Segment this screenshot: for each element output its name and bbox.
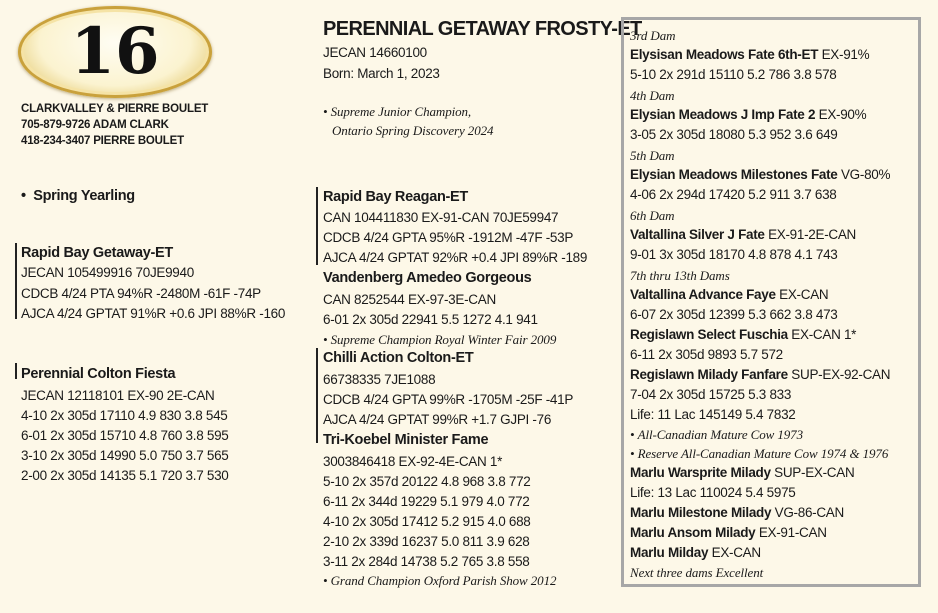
- dam-generation-label: 4th Dam: [630, 88, 675, 103]
- dam-generation-label: 7th thru 13th Dams: [630, 268, 730, 283]
- dam-dam-record: 6-11 2x 344d 19229 5.1 979 4.0 772: [323, 494, 530, 509]
- dam-dam-award: • Grand Champion Oxford Parish Show 2012: [323, 573, 557, 588]
- tenth-dam: Marlu Warsprite Milady SUP-EX-CAN: [630, 465, 855, 480]
- sire-line: CDCB 4/24 PTA 94%R -2480M -61F -74P: [21, 286, 261, 301]
- ninth-dam-award: • All-Canadian Mature Cow 1973: [630, 427, 803, 442]
- consignor-phone-pierre: 418-234-3407 PIERRE BOULET: [21, 135, 184, 147]
- dam-dam-line: 3003846418 EX-92-4E-CAN 1*: [323, 454, 503, 469]
- sixth-dam: Valtallina Silver J Fate EX-91-2E-CAN: [630, 227, 857, 242]
- dam-name: Perennial Colton Fiesta: [21, 366, 176, 382]
- dam-dam-name: Tri-Koebel Minister Fame: [323, 432, 489, 448]
- dam-family-footer: Next three dams Excellent: [630, 565, 764, 580]
- sire-bracket: [15, 243, 17, 319]
- dam-record: 6-01 2x 305d 15710 4.8 760 3.8 595: [21, 428, 229, 443]
- dam-sire-line: AJCA 4/24 GPTAT 99%R +1.7 GJPI -76: [323, 412, 552, 427]
- dam-generation-label: 6th Dam: [630, 208, 675, 223]
- dam-record: 2-00 2x 305d 14135 5.1 720 3.7 530: [21, 468, 229, 483]
- eleventh-dam: Marlu Milestone Milady VG-86-CAN: [630, 505, 844, 520]
- fifth-dam: Elysian Meadows Milestones Fate VG-80%: [630, 167, 891, 182]
- sire-dam-name: Vandenberg Amedeo Gorgeous: [323, 270, 532, 286]
- dam-dam-record: 3-11 2x 284d 14738 5.2 765 3.8 558: [323, 554, 530, 569]
- animal-born: Born: March 1, 2023: [323, 66, 440, 81]
- tenth-dam-lifetime: Life: 13 Lac 110024 5.4 5975: [630, 485, 796, 500]
- fourth-dam-record: 3-05 2x 305d 18080 5.3 952 3.6 649: [630, 127, 838, 142]
- animal-award: • Supreme Junior Champion,: [323, 104, 472, 119]
- dam-generation-label: 5th Dam: [630, 148, 675, 163]
- sire-line: JECAN 105499916 70JE9940: [21, 265, 194, 280]
- dam-record: 4-10 2x 305d 17110 4.9 830 3.8 545: [21, 408, 228, 423]
- consignor-phone-adam: 705-879-9726 ADAM CLARK: [21, 119, 169, 131]
- dam-sire-line: 66738335 7JE1088: [323, 372, 436, 387]
- seventh-dam: Valtallina Advance Faye EX-CAN: [630, 287, 829, 302]
- dam-dam-record: 5-10 2x 357d 20122 4.8 968 3.8 772: [323, 474, 531, 489]
- third-dam-record: 5-10 2x 291d 15110 5.2 786 3.8 578: [630, 67, 837, 82]
- animal-award: Ontario Spring Discovery 2024: [332, 123, 494, 138]
- dam-line: JECAN 12118101 EX-90 2E-CAN: [21, 388, 215, 403]
- sire-line: AJCA 4/24 GPTAT 91%R +0.6 JPI 88%R -160: [21, 306, 286, 321]
- dam-generation-label: 3rd Dam: [630, 28, 676, 43]
- sixth-dam-record: 9-01 3x 305d 18170 4.8 878 4.1 743: [630, 247, 838, 262]
- animal-registration: JECAN 14660100: [323, 45, 427, 60]
- ninth-dam: Regislawn Milady Fanfare SUP-EX-92-CAN: [630, 367, 891, 382]
- sire-name: Rapid Bay Getaway-ET: [21, 245, 173, 261]
- sire-dam-line: CAN 8252544 EX-97-3E-CAN: [323, 292, 496, 307]
- dam-record: 3-10 2x 305d 14990 5.0 750 3.7 565: [21, 448, 229, 463]
- dam-sire-line: CDCB 4/24 GPTA 99%R -1705M -25F -41P: [323, 392, 574, 407]
- sire-dam-record: 6-01 2x 305d 22941 5.5 1272 4.1 941: [323, 312, 538, 327]
- third-dam: Elysisan Meadows Fate 6th-ET EX-91%: [630, 47, 870, 62]
- consignor-name: CLARKVALLEY & PIERRE BOULET: [21, 103, 209, 115]
- middle-bracket-bottom: [316, 348, 318, 443]
- class-label: • Spring Yearling: [21, 188, 135, 204]
- fourth-dam: Elysian Meadows J Imp Fate 2 EX-90%: [630, 107, 867, 122]
- lot-number: 16: [70, 14, 160, 89]
- animal-name: PERENNIAL GETAWAY FROSTY-ET: [323, 18, 642, 40]
- dam-sire-name: Chilli Action Colton-ET: [323, 350, 474, 366]
- thirteenth-dam: Marlu Milday EX-CAN: [630, 545, 761, 560]
- ninth-dam-award: • Reserve All-Canadian Mature Cow 1974 & 1976: [630, 446, 889, 461]
- eighth-dam-record: 6-11 2x 305d 9893 5.7 572: [630, 347, 783, 362]
- middle-bracket-top: [316, 187, 318, 265]
- lot-number-badge: [18, 6, 212, 98]
- dam-bracket: [15, 363, 17, 379]
- ninth-dam-lifetime: Life: 11 Lac 145149 5.4 7832: [630, 407, 796, 422]
- dam-dam-record: 4-10 2x 305d 17412 5.2 915 4.0 688: [323, 514, 531, 529]
- eighth-dam: Regislawn Select Fuschia EX-CAN 1*: [630, 327, 857, 342]
- fifth-dam-record: 4-06 2x 294d 17420 5.2 911 3.7 638: [630, 187, 837, 202]
- twelfth-dam: Marlu Ansom Milady EX-91-CAN: [630, 525, 827, 540]
- sire-sire-line: CAN 104411830 EX-91-CAN 70JE59947: [323, 210, 559, 225]
- sire-sire-line: CDCB 4/24 GPTA 95%R -1912M -47F -53P: [323, 230, 574, 245]
- dam-dam-record: 2-10 2x 339d 16237 5.0 811 3.9 628: [323, 534, 530, 549]
- seventh-dam-record: 6-07 2x 305d 12399 5.3 662 3.8 473: [630, 307, 838, 322]
- sire-sire-line: AJCA 4/24 GPTAT 92%R +0.4 JPI 89%R -189: [323, 250, 588, 265]
- ninth-dam-record: 7-04 2x 305d 15725 5.3 833: [630, 387, 792, 402]
- sire-sire-name: Rapid Bay Reagan-ET: [323, 189, 468, 205]
- sire-dam-award: • Supreme Champion Royal Winter Fair 2009: [323, 332, 557, 347]
